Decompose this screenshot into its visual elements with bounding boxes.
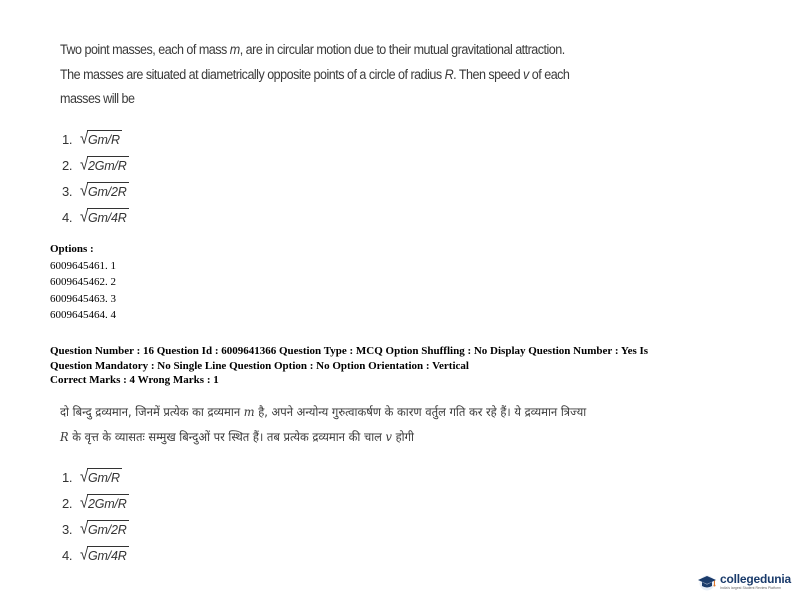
square-root-expression: √ Gm/2R	[80, 518, 127, 538]
square-root-expression: √ 2Gm/R	[80, 492, 127, 512]
option-id: 6009645464. 4	[50, 309, 116, 321]
logo-tagline: India's largest Student Review Platform	[720, 586, 781, 590]
answer-options-hindi	[62, 464, 129, 568]
option-number: 1.	[62, 469, 73, 485]
question-text-segment: , are in circular motion due to their mutual gravitational attraction. The masses are situated at diametrically opposite points of a circle of radius	[60, 42, 565, 82]
options-id-list	[50, 241, 116, 324]
answer-option-2	[62, 490, 129, 516]
answer-options-english	[62, 126, 129, 230]
answer-option-4	[62, 204, 129, 230]
question-text-segment: . Then speed	[453, 66, 524, 82]
option-expression: 2Gm/R	[87, 156, 129, 175]
option-expression: Gm/2R	[87, 520, 129, 539]
option-id: 6009645463. 3	[50, 292, 116, 305]
question-info	[50, 344, 750, 388]
variable-v: v	[523, 66, 529, 82]
answer-option-3	[62, 516, 129, 542]
option-number: 3.	[62, 521, 73, 537]
question-text-segment: है, अपने अन्योन्य गुरुत्वाकर्षण के कारण वर्तुल गति कर रहे हैं। ये द्रव्यमान त्रिज्या	[254, 405, 587, 419]
option-expression: Gm/R	[87, 468, 122, 487]
option-number: 2.	[62, 157, 73, 173]
variable-v: v	[385, 430, 392, 444]
collegedunia-logo	[697, 572, 791, 592]
answer-option-1	[62, 126, 129, 152]
square-root-expression: √ Gm/2R	[80, 180, 127, 200]
answer-option-1	[62, 464, 129, 490]
answer-option-2	[62, 152, 129, 178]
question-text-segment: दो बिन्दु द्रव्यमान, जिनमें प्रत्येक का द्रव्यमान	[60, 405, 244, 419]
question-text-segment: के वृत्त के व्यासतः सम्मुख बिन्दुओं पर स्थित हैं। तब प्रत्येक द्रव्यमान की चाल	[68, 430, 386, 444]
option-expression: 2Gm/R	[87, 494, 129, 513]
variable-r: R	[60, 430, 69, 444]
option-number: 4.	[62, 209, 73, 225]
square-root-expression: √ Gm/R	[80, 466, 120, 486]
question-text-segment: Two point masses, each of mass	[60, 42, 230, 57]
option-number: 1.	[62, 131, 73, 147]
option-id: 6009645462. 2	[50, 276, 116, 288]
variable-m: m	[243, 405, 255, 419]
square-root-expression: √ Gm/4R	[80, 206, 127, 226]
variable-r: R	[444, 66, 454, 82]
option-expression: Gm/4R	[87, 208, 129, 227]
question-text-segment: of each masses will be	[60, 66, 570, 106]
option-number: 2.	[62, 495, 73, 511]
square-root-expression: √ Gm/R	[80, 128, 120, 148]
square-root-expression: √ Gm/4R	[80, 544, 127, 564]
question-text-segment: होगी	[391, 430, 414, 444]
graduation-cap-icon	[697, 572, 717, 592]
question-info-line: Question Number : 16 Question Id : 6009641366 Question Type : MCQ Option Shuffling : No Display Question Number : Yes Is	[50, 345, 649, 357]
options-heading: Options :	[50, 243, 94, 255]
question-text-hindi	[60, 400, 592, 450]
variable-m: m	[229, 42, 240, 57]
answer-option-3	[62, 178, 129, 204]
option-expression: Gm/2R	[87, 182, 129, 201]
option-expression: Gm/R	[87, 130, 122, 149]
option-expression: Gm/4R	[87, 546, 129, 565]
option-number: 4.	[62, 547, 73, 563]
option-id: 6009645461. 1	[50, 259, 116, 272]
marks-line: Correct Marks : 4 Wrong Marks : 1	[50, 374, 219, 386]
logo-brand-text: collegedunia	[720, 572, 791, 586]
option-number: 3.	[62, 183, 73, 199]
answer-option-4	[62, 542, 129, 568]
question-text-english	[60, 38, 581, 112]
square-root-expression: √ 2Gm/R	[80, 154, 127, 174]
question-info-line: Question Mandatory : No Single Line Question Option : No Option Orientation : Vertical	[50, 359, 469, 372]
